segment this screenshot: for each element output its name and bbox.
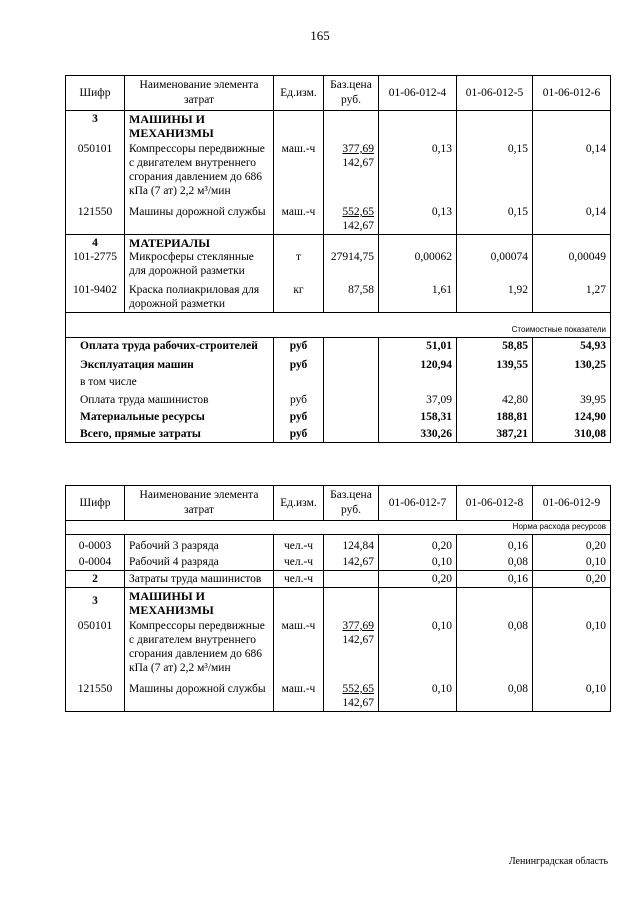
row-code: 050101 [66,618,125,676]
row-unit: маш.-ч [274,618,324,676]
section-number: 3 [66,588,125,619]
header-column: 01-06-012-5 [457,76,533,111]
row-value: 0,00049 [533,235,611,280]
row-name: Машины дорожной службы [125,199,274,235]
header-code: Шифр [66,76,125,111]
row-value: 0,13 [379,199,457,235]
region-footer: Ленинградская область [508,856,608,867]
summary-unit: руб [274,354,324,390]
row-unit: маш.-ч [274,141,324,199]
row-value: 1,61 [379,279,457,313]
page-number: 165 [310,28,330,43]
summary-row [66,390,611,408]
row-value: 0,16 [457,535,533,555]
summary-value: 120,94 [379,354,457,390]
summary-value: 387,21 [457,425,533,443]
row-code: 101-9402 [66,279,125,313]
row-price: 124,84 [324,535,379,555]
row-price: 552,65 142,67 [324,676,379,712]
row-value: 0,14 [533,199,611,235]
summary-unit: руб [274,338,324,355]
row-unit: чел.-ч [274,554,324,571]
summary-label: Материальные ресурсы [66,408,274,425]
summary-value: 330,26 [379,425,457,443]
section-number: 2 [66,571,125,588]
summary-value: 124,90 [533,408,611,425]
section-number: 4 101-2775 [66,235,125,280]
row-code: 121550 [66,199,125,235]
row-price: 552,65 142,67 [324,199,379,235]
summary-row [66,338,611,355]
summary-value: 188,81 [457,408,533,425]
summary-value: 39,95 [533,390,611,408]
table-row [66,554,611,571]
row-value: 0,00074 [457,235,533,280]
summary-value: 158,31 [379,408,457,425]
row-name: Рабочий 3 разряда [125,535,274,555]
table-row [66,535,611,555]
section-number: 3 [66,111,125,142]
row-value: 0,20 [533,535,611,555]
row-price: 377,69 142,67 [324,141,379,199]
row-price: 27914,75 [324,235,379,280]
table-row [66,199,611,235]
row-value: 0,08 [457,618,533,676]
row-unit: маш.-ч [274,199,324,235]
row-name: Краска полиакриловая для дорожной разметки [125,279,274,313]
row-price: 377,69 142,67 [324,618,379,676]
row-value: 0,20 [533,571,611,588]
row-name: Компрессоры передвижные с двигателем внутреннего сгорания давлением до 686 кПа (7 ат) 2,2 м³/мин [125,618,274,676]
row-value: 0,08 [457,676,533,712]
summary-value: 51,01 [379,338,457,355]
row-price: 87,58 [324,279,379,313]
norm-note: Норма расхода ресурсов [66,521,611,535]
summary-value: 130,25 [533,354,611,390]
row-code: 050101 [66,141,125,199]
row-value: 0,13 [379,141,457,199]
row-code: 121550 [66,676,125,712]
header-column: 01-06-012-4 [379,76,457,111]
row-value: 1,92 [457,279,533,313]
summary-value: 54,93 [533,338,611,355]
header-name: Наименование элемента затрат [125,76,274,111]
row-name: Рабочий 4 разряда [125,554,274,571]
cost-indicators-note-row [66,313,611,338]
row-value: 0,14 [533,141,611,199]
row-value: 0,10 [379,554,457,571]
row-code: 0-0003 [66,535,125,555]
summary-value: 58,85 [457,338,533,355]
row-name: Затраты труда машинистов [125,571,274,588]
summary-row [66,408,611,425]
row-value: 0,15 [457,141,533,199]
summary-row [66,425,611,443]
summary-label: Оплата труда рабочих-строителей [66,338,274,355]
norm-note-row [66,521,611,535]
row-unit: маш.-ч [274,676,324,712]
row-unit: чел.-ч [274,535,324,555]
header-unit: Ед.изм. [274,76,324,111]
table-row [66,618,611,676]
section-row [66,235,611,280]
estimate-table-2 [65,485,611,712]
header-row [66,76,611,111]
row-value: 0,10 [379,676,457,712]
row-unit: т [274,235,324,280]
row-value: 0,16 [457,571,533,588]
summary-unit: руб [274,425,324,443]
table-row [66,141,611,199]
summary-label: Эксплуатация машин в том числе [66,354,274,390]
header-column: 01-06-012-6 [533,76,611,111]
summary-label: Оплата труда машинистов [66,390,274,408]
row-value: 0,10 [533,676,611,712]
section-title: МАШИНЫ И МЕХАНИЗМЫ [125,588,274,619]
header-name: Наименование элемента затрат [125,486,274,521]
row-name: Компрессоры передвижные с двигателем внутреннего сгорания давлением до 686 кПа (7 ат) 2,2 м³/мин [125,141,274,199]
row-value: 1,27 [533,279,611,313]
summary-value: 37,09 [379,390,457,408]
table-row [66,676,611,712]
row-name: МАТЕРИАЛЫ Микросферы стеклянные для дорожной разметки [125,235,274,280]
row-value: 0,20 [379,535,457,555]
row-name: Машины дорожной службы [125,676,274,712]
row-value: 0,00062 [379,235,457,280]
header-price: Баз.цена руб. [324,486,379,521]
section-row [66,111,611,142]
header-code: Шифр [66,486,125,521]
row-value: 0,10 [379,618,457,676]
estimate-table-1 [65,75,611,443]
table-row [66,279,611,313]
row-unit: чел.-ч [274,571,324,588]
header-unit: Ед.изм. [274,486,324,521]
summary-value: 42,80 [457,390,533,408]
row-value: 0,08 [457,554,533,571]
summary-value: 310,08 [533,425,611,443]
header-column: 01-06-012-9 [533,486,611,521]
section-title: МАШИНЫ И МЕХАНИЗМЫ [125,111,274,142]
header-column: 01-06-012-7 [379,486,457,521]
header-column: 01-06-012-8 [457,486,533,521]
row-code: 0-0004 [66,554,125,571]
summary-unit: руб [274,408,324,425]
row-unit: кг [274,279,324,313]
summary-value: 139,55 [457,354,533,390]
summary-label: Всего, прямые затраты [66,425,274,443]
row-price: 142,67 [324,554,379,571]
cost-indicators-note: Стоимостные показатели [66,313,611,338]
row-value: 0,15 [457,199,533,235]
row-value: 0,10 [533,618,611,676]
header-row [66,486,611,521]
header-price: Баз.цена руб. [324,76,379,111]
summary-row [66,354,611,390]
summary-unit: руб [274,390,324,408]
section-row [66,588,611,619]
row-value: 0,20 [379,571,457,588]
row-value: 0,10 [533,554,611,571]
section-row [66,571,611,588]
